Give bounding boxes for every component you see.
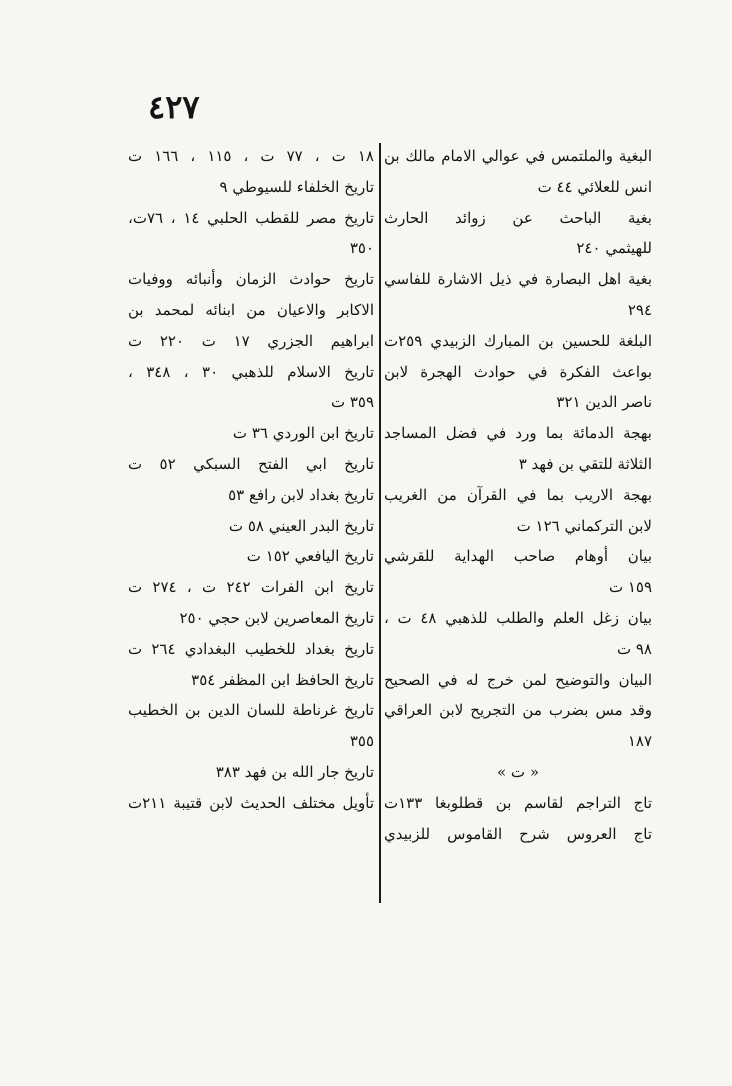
index-line: البلغة للحسين بن المبارك الزبيدي ٢٥٩ت (384, 331, 652, 350)
index-line: ٣٥٩ ت (330, 393, 374, 412)
index-line: تاج التراجم لقاسم بن قطلوبغا ١٣٣ت (384, 793, 652, 812)
index-line: تاريخ ابن الوردي ٣٦ ت (232, 424, 374, 443)
index-line: تاريخ الخلفاء للسيوطي ٩ (219, 177, 374, 196)
index-line: بغية اهل البصارة في ذيل الاشارة للفاسي (384, 270, 652, 289)
index-line: وقد مس بضرب من التجريح لابن العراقي (384, 701, 652, 720)
index-line: تاريخ بغداد لابن رافع ٥٣ (228, 485, 374, 504)
index-line: بهجة الاريب بما في القرآن من الغريب (384, 485, 652, 504)
index-line: الثلاثة للتقي بن فهد ٣ (518, 454, 652, 473)
index-line: للهيثمي ٢٤٠ (576, 239, 652, 258)
index-line: تاج العروس شرح القاموس للزبيدي (384, 824, 652, 843)
index-line: تاريخ المعاصرين لابن حجي ٢٥٠ (179, 608, 374, 627)
index-line: انس للعلائي ٤٤ ت (537, 177, 652, 196)
index-line: البغية والملتمس في عوالي الامام مالك بن (384, 147, 652, 165)
index-line: تاريخ غرناطة للسان الدين بن الخطيب (128, 701, 374, 720)
index-line: بهجة الدمائة بما ورد في فضل المساجد (384, 424, 652, 443)
index-line: ٣٥٠ (349, 239, 374, 258)
section-letter-heading: « ت » (496, 762, 539, 781)
index-line: بغية الباحث عن زوائد الحارث (384, 208, 652, 227)
index-line: تاريخ ابن الفرات ٢٤٢ ت ، ٢٧٤ ت (128, 578, 374, 597)
index-line: تاريخ الحافظ ابن المظفر ٣٥٤ (191, 670, 374, 689)
index-line: لابن التركماني ١٢٦ ت (516, 516, 652, 535)
index-line: ٣٥٥ (349, 732, 374, 751)
index-line: تاريخ حوادث الزمان وأنبائه ووفيات (128, 270, 374, 289)
index-line: ١٨٧ (627, 732, 652, 751)
index-line: ١٥٩ ت (608, 578, 652, 597)
index-line: تأويل مختلف الحديث لابن قتيبة ٢١١ت (128, 793, 374, 812)
index-line: بيان أوهام صاحب الهداية للقرشي (384, 547, 652, 566)
index-line: بواعث الفكرة في حوادث الهجرة لابن (384, 362, 652, 381)
index-column-right (384, 141, 652, 849)
index-column-left (128, 141, 374, 819)
index-line: تاريخ الاسلام للذهبي ٣٠ ، ٣٤٨ ، (128, 362, 374, 381)
index-line: تاريخ بغداد للخطيب البغدادي ٢٦٤ ت (128, 639, 374, 658)
index-line: ١٨ ت ، ٧٧ ت ، ١١٥ ، ١٦٦ ت (128, 147, 374, 165)
index-line: تاريخ جار الله بن فهد ٣٨٣ (215, 762, 374, 781)
index-line: تاريخ اليافعي ١٥٢ ت (246, 547, 374, 566)
index-line: ناصر الدين ٣٢١ (556, 393, 652, 412)
index-line: ابراهيم الجزري ١٧ ت ٢٢٠ ت (128, 331, 374, 350)
index-line: تاريخ البدر العيني ٥٨ ت (228, 516, 374, 535)
index-line: بيان زغل العلم والطلب للذهبي ٤٨ ت ، (384, 608, 652, 627)
index-line: تاريخ ابي الفتح السبكي ٥٢ ت (128, 454, 374, 473)
column-divider (379, 143, 381, 903)
index-line: الاكابر والاعيان من ابنائه لمحمد بن (128, 300, 374, 319)
index-line: ٩٨ ت (616, 639, 652, 658)
index-line: تاريخ مصر للقطب الحلبي ١٤ ، ٧٦ت، (128, 208, 374, 227)
index-line: ٢٩٤ (627, 300, 652, 319)
page-number: ٤٢٧ (148, 88, 200, 126)
index-line: البيان والتوضيح لمن خرج له في الصحيح (384, 670, 652, 689)
